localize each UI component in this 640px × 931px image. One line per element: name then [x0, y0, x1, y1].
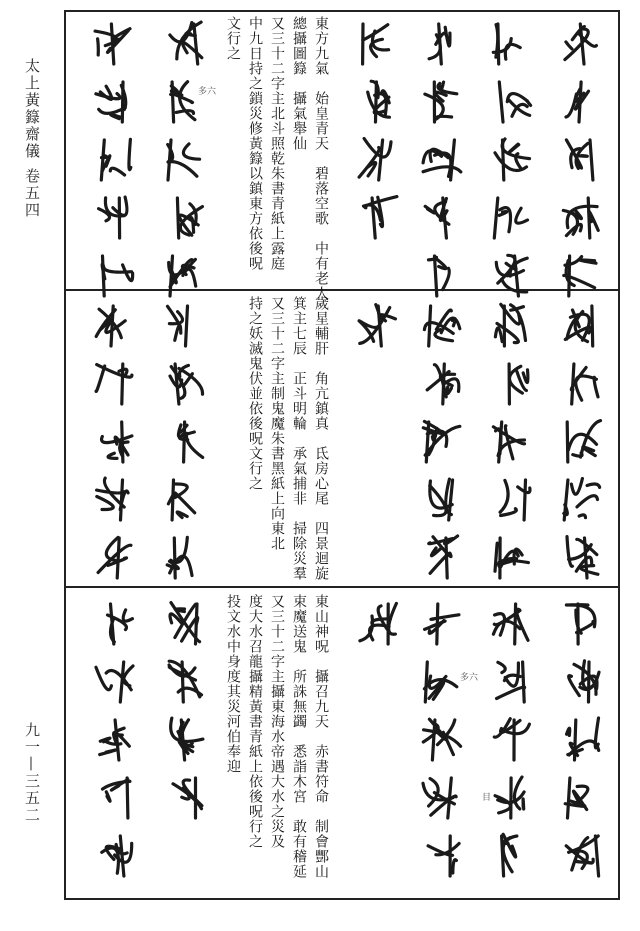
seal-glyph-column: [80, 16, 148, 306]
seal-script-glyph: [89, 250, 139, 300]
seal-glyph-column: [478, 298, 546, 588]
seal-script-glyph: [487, 192, 537, 242]
seal-script-glyph: [487, 598, 537, 648]
seal-script-glyph: [159, 134, 209, 184]
seal-script-glyph: [487, 474, 537, 524]
seal-glyph-column: [80, 596, 148, 886]
seal-script-glyph: [159, 714, 209, 764]
seal-script-glyph: [487, 250, 537, 300]
seal-glyph-column: [344, 298, 412, 356]
seal-script-glyph: [89, 656, 139, 706]
seal-glyph-column: [548, 596, 616, 886]
small-mark-2: 目: [482, 793, 492, 803]
mountain-text-line-1: 東山神呪 攝召九天 赤書符命 制會酆山: [313, 594, 329, 879]
seal-script-glyph: [89, 772, 139, 822]
seal-script-glyph: [159, 474, 209, 524]
seal-script-glyph: [89, 300, 139, 350]
seal-script-glyph: [487, 18, 537, 68]
seal-script-glyph: [557, 830, 607, 880]
seal-glyph-column: [344, 596, 412, 654]
seal-script-glyph: [557, 300, 607, 350]
seal-glyph-column: [408, 298, 476, 588]
seal-script-glyph: [89, 714, 139, 764]
east-text-line-2: 總攝圖籙 攝氣舉仙: [291, 16, 307, 151]
seal-script-glyph: [557, 134, 607, 184]
seal-glyph-column: [408, 16, 476, 306]
seal-script-glyph: [417, 772, 467, 822]
seal-script-glyph: [557, 772, 607, 822]
seal-script-glyph: [353, 76, 403, 126]
seal-script-glyph: [417, 76, 467, 126]
seal-script-glyph: [487, 76, 537, 126]
seal-script-glyph: [353, 192, 403, 242]
seal-script-glyph: [417, 18, 467, 68]
east-text-line-4: 中九日持之鎖災修黃籙以鎮東方依後呪: [247, 16, 263, 271]
star-text-line-3: 又三十二字主制鬼魔朱書黑紙上向東北: [269, 296, 285, 551]
seal-script-glyph: [557, 76, 607, 126]
star-text-line-1: 歲星輔肝 角亢鎮真 氐房心尾 四景迴旋: [313, 296, 329, 581]
seal-script-glyph: [417, 714, 467, 764]
seal-script-glyph: [487, 358, 537, 408]
seal-script-glyph: [417, 134, 467, 184]
seal-script-glyph: [557, 714, 607, 764]
seal-script-glyph: [557, 532, 607, 582]
seal-script-glyph: [557, 18, 607, 68]
seal-script-glyph: [159, 772, 209, 822]
seal-script-glyph: [417, 474, 467, 524]
seal-glyph-column: [408, 596, 479, 886]
seal-script-glyph: [159, 192, 209, 242]
seal-script-glyph: [89, 416, 139, 466]
seal-script-glyph: [89, 474, 139, 524]
east-text-line-5: 文行之: [225, 16, 241, 61]
seal-glyph-column: [478, 16, 546, 306]
seal-script-glyph: [89, 598, 139, 648]
seal-glyph-column: [150, 298, 218, 588]
seal-script-glyph: [487, 772, 537, 822]
mountain-text-line-5: 投文水中身度其災河伯奉迎: [225, 594, 241, 774]
seal-script-glyph: [487, 416, 537, 466]
book-title: 太上黃籙齋儀: [23, 58, 41, 160]
seal-script-glyph: [353, 598, 403, 648]
seal-script-glyph: [557, 250, 607, 300]
seal-script-glyph: [417, 830, 467, 880]
seal-script-glyph: [487, 830, 537, 880]
seal-script-glyph: [417, 598, 467, 648]
seal-glyph-column: [548, 16, 616, 306]
seal-script-glyph: [159, 416, 209, 466]
seal-script-glyph: [557, 192, 607, 242]
seal-script-glyph: [417, 192, 467, 242]
star-text-line-4: 持之妖滅鬼伏並依後呪文行之: [247, 296, 263, 491]
small-mark-1: 多六: [198, 87, 217, 97]
small-mark-3: 多六: [460, 673, 479, 683]
mountain-text-line-3: 又三十二字主攝東海水帝遇大水之災及: [269, 594, 285, 849]
seal-script-glyph: [417, 250, 467, 300]
volume-label: 卷五四: [23, 168, 41, 219]
seal-script-glyph: [557, 474, 607, 524]
seal-script-glyph: [487, 532, 537, 582]
seal-script-glyph: [159, 598, 209, 648]
seal-glyph-column: [150, 16, 218, 306]
seal-script-glyph: [89, 134, 139, 184]
seal-script-glyph: [89, 18, 139, 68]
seal-script-glyph: [353, 300, 403, 350]
seal-script-glyph: [159, 656, 209, 706]
seal-script-glyph: [557, 416, 607, 466]
east-text-line-1: 東方九氣 始皇青天 碧落空歌 中有老人: [313, 16, 329, 301]
seal-script-glyph: [557, 656, 607, 706]
seal-script-glyph: [159, 18, 209, 68]
seal-script-glyph: [159, 250, 209, 300]
seal-glyph-column: [548, 298, 616, 588]
seal-script-glyph: [89, 76, 139, 126]
seal-glyph-column: [344, 16, 412, 248]
mountain-text-line-4: 度大水召龍攝精黃書青紙上依後呪行之: [247, 594, 263, 849]
east-text-line-3: 又三十二字主北斗照乾朱書青紙上露庭: [269, 16, 285, 271]
seal-script-glyph: [89, 830, 139, 880]
seal-script-glyph: [557, 358, 607, 408]
seal-script-glyph: [159, 358, 209, 408]
seal-script-glyph: [417, 416, 467, 466]
seal-script-glyph: [417, 532, 467, 582]
seal-script-glyph: [417, 300, 467, 350]
seal-script-glyph: [89, 532, 139, 582]
seal-script-glyph: [89, 192, 139, 242]
seal-glyph-column: [80, 298, 148, 588]
seal-script-glyph: [487, 656, 537, 706]
seal-script-glyph: [159, 532, 209, 582]
seal-script-glyph: [417, 358, 467, 408]
seal-script-glyph: [159, 300, 209, 350]
seal-glyph-column: [150, 596, 218, 828]
mountain-text-line-2: 束魔送鬼 所誅無蠲 悉詣木宮 敢有稽延: [291, 594, 307, 879]
star-text-line-2: 箕主七辰 正斗明輪 承氣捕非 掃除災羣: [291, 296, 307, 581]
seal-glyph-column: [478, 596, 546, 886]
seal-script-glyph: [89, 358, 139, 408]
seal-script-glyph: [557, 598, 607, 648]
seal-script-glyph: [353, 18, 403, 68]
seal-script-glyph: [487, 714, 537, 764]
page-number: 九一—三五二: [23, 722, 41, 824]
seal-script-glyph: [487, 134, 537, 184]
seal-script-glyph: [487, 300, 537, 350]
seal-script-glyph: [353, 134, 403, 184]
